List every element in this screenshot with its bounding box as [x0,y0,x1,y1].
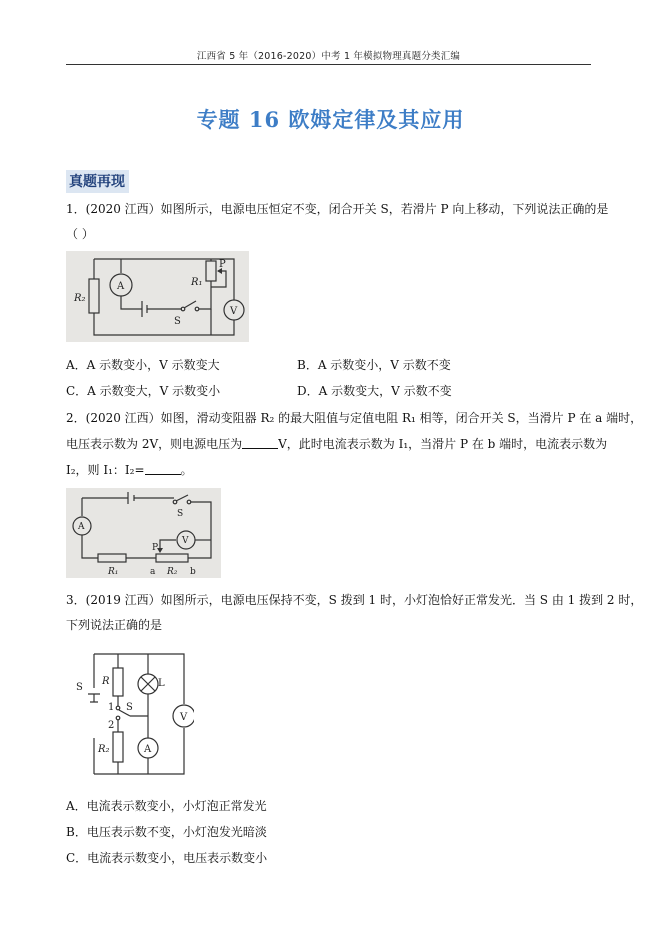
q2-stem-line3 [66,462,193,478]
q2-stem-line2-part1: 电压表示数为 2V，则电源电压为 [66,437,243,451]
q2-fig-label-r2: R₂ [167,567,178,577]
q2-fig-label-a: a [150,567,156,577]
q1-fig-label-r1: R₁ [191,277,203,288]
q2-stem-line2-part2: V，此时电流表示数为 I₁，当滑片 P 在 b 端时，电流表示数为 [278,437,608,451]
q3-fig-label-1: 1 [108,702,115,713]
q3-option-b: B．电压表示数不变，小灯泡发光暗淡 [66,825,267,839]
q2-blank-2 [145,463,181,475]
q1-fig-ammeter: A [117,281,125,292]
q2-stem-line3-part2: 。 [180,463,193,477]
q1-fig-voltmeter: V [230,306,238,317]
q3-fig-ammeter: A [144,744,152,755]
page-header: 江西省 5 年（2016-2020）中考 1 年模拟物理真题分类汇编 [196,51,461,62]
q1-stem-line1: 1．(2020 江西）如图所示，电源电压恒定不变，闭合开关 S，若滑片 P 向上移动，下列说法正确的是 [66,202,609,216]
q3-stem-line2: 下列说法正确的是 [66,618,163,632]
q1-option-c: C．A 示数变大，V 示数变小 [66,384,221,398]
q3-fig-label-s: S [126,702,133,713]
q3-fig-label-r2: R₂ [98,744,110,755]
q2-stem-line1: 2．(2020 江西）如图，滑动变阻器 R₂ 的最大阻值与定值电阻 R₁ 相等，闭合开关 S，当滑片 P 在 a 端时， [66,411,643,425]
section-heading: 真题再现 [66,170,129,193]
header-divider [66,64,591,65]
q1-answer-bracket: （ ） [66,227,94,241]
q1-option-a: A．A 示数变小，V 示数变大 [66,358,220,372]
q3-fig-label-r: R [102,676,110,687]
q1-option-b: B．A 示数变小，V 示数不变 [297,358,451,372]
q1-fig-label-r2: R₂ [74,293,86,304]
q1-option-d: D．A 示数变大，V 示数不变 [297,384,452,398]
q2-fig-label-r1: R₁ [108,567,119,577]
q2-fig-label-p: P [152,543,159,553]
q2-stem-line3-part1: I₂，则 I₁：I₂= [66,463,145,477]
q3-fig-label-2: 2 [108,720,115,731]
q2-fig-voltmeter: V [182,536,189,546]
q3-circuit-figure [66,640,194,782]
q1-fig-label-p: P [219,259,226,270]
q1-circuit-figure [66,251,249,342]
q3-fig-label-s-left: S [76,682,83,693]
q3-stem-line1: 3．(2019 江西）如图所示，电源电压保持不变，S 拨到 1 时，小灯泡恰好正常发光．当 S 由 1 拨到 2 时， [66,593,643,607]
q2-stem-line2 [66,436,607,452]
q2-fig-ammeter: A [78,522,85,532]
q2-blank-1 [242,437,278,449]
q3-fig-voltmeter: V [180,712,188,723]
q2-circuit-figure [66,488,221,578]
page-title: 专题 16 欧姆定律及其应用 [196,107,465,132]
q2-fig-label-s: S [177,509,184,519]
q2-fig-label-b: b [190,567,196,577]
q3-option-a: A．电流表示数变小，小灯泡正常发光 [66,799,267,813]
q3-fig-label-l: L [158,678,165,689]
q3-option-c: C．电流表示数变小，电压表示数变小 [66,851,268,865]
q1-fig-label-s: S [174,316,181,327]
